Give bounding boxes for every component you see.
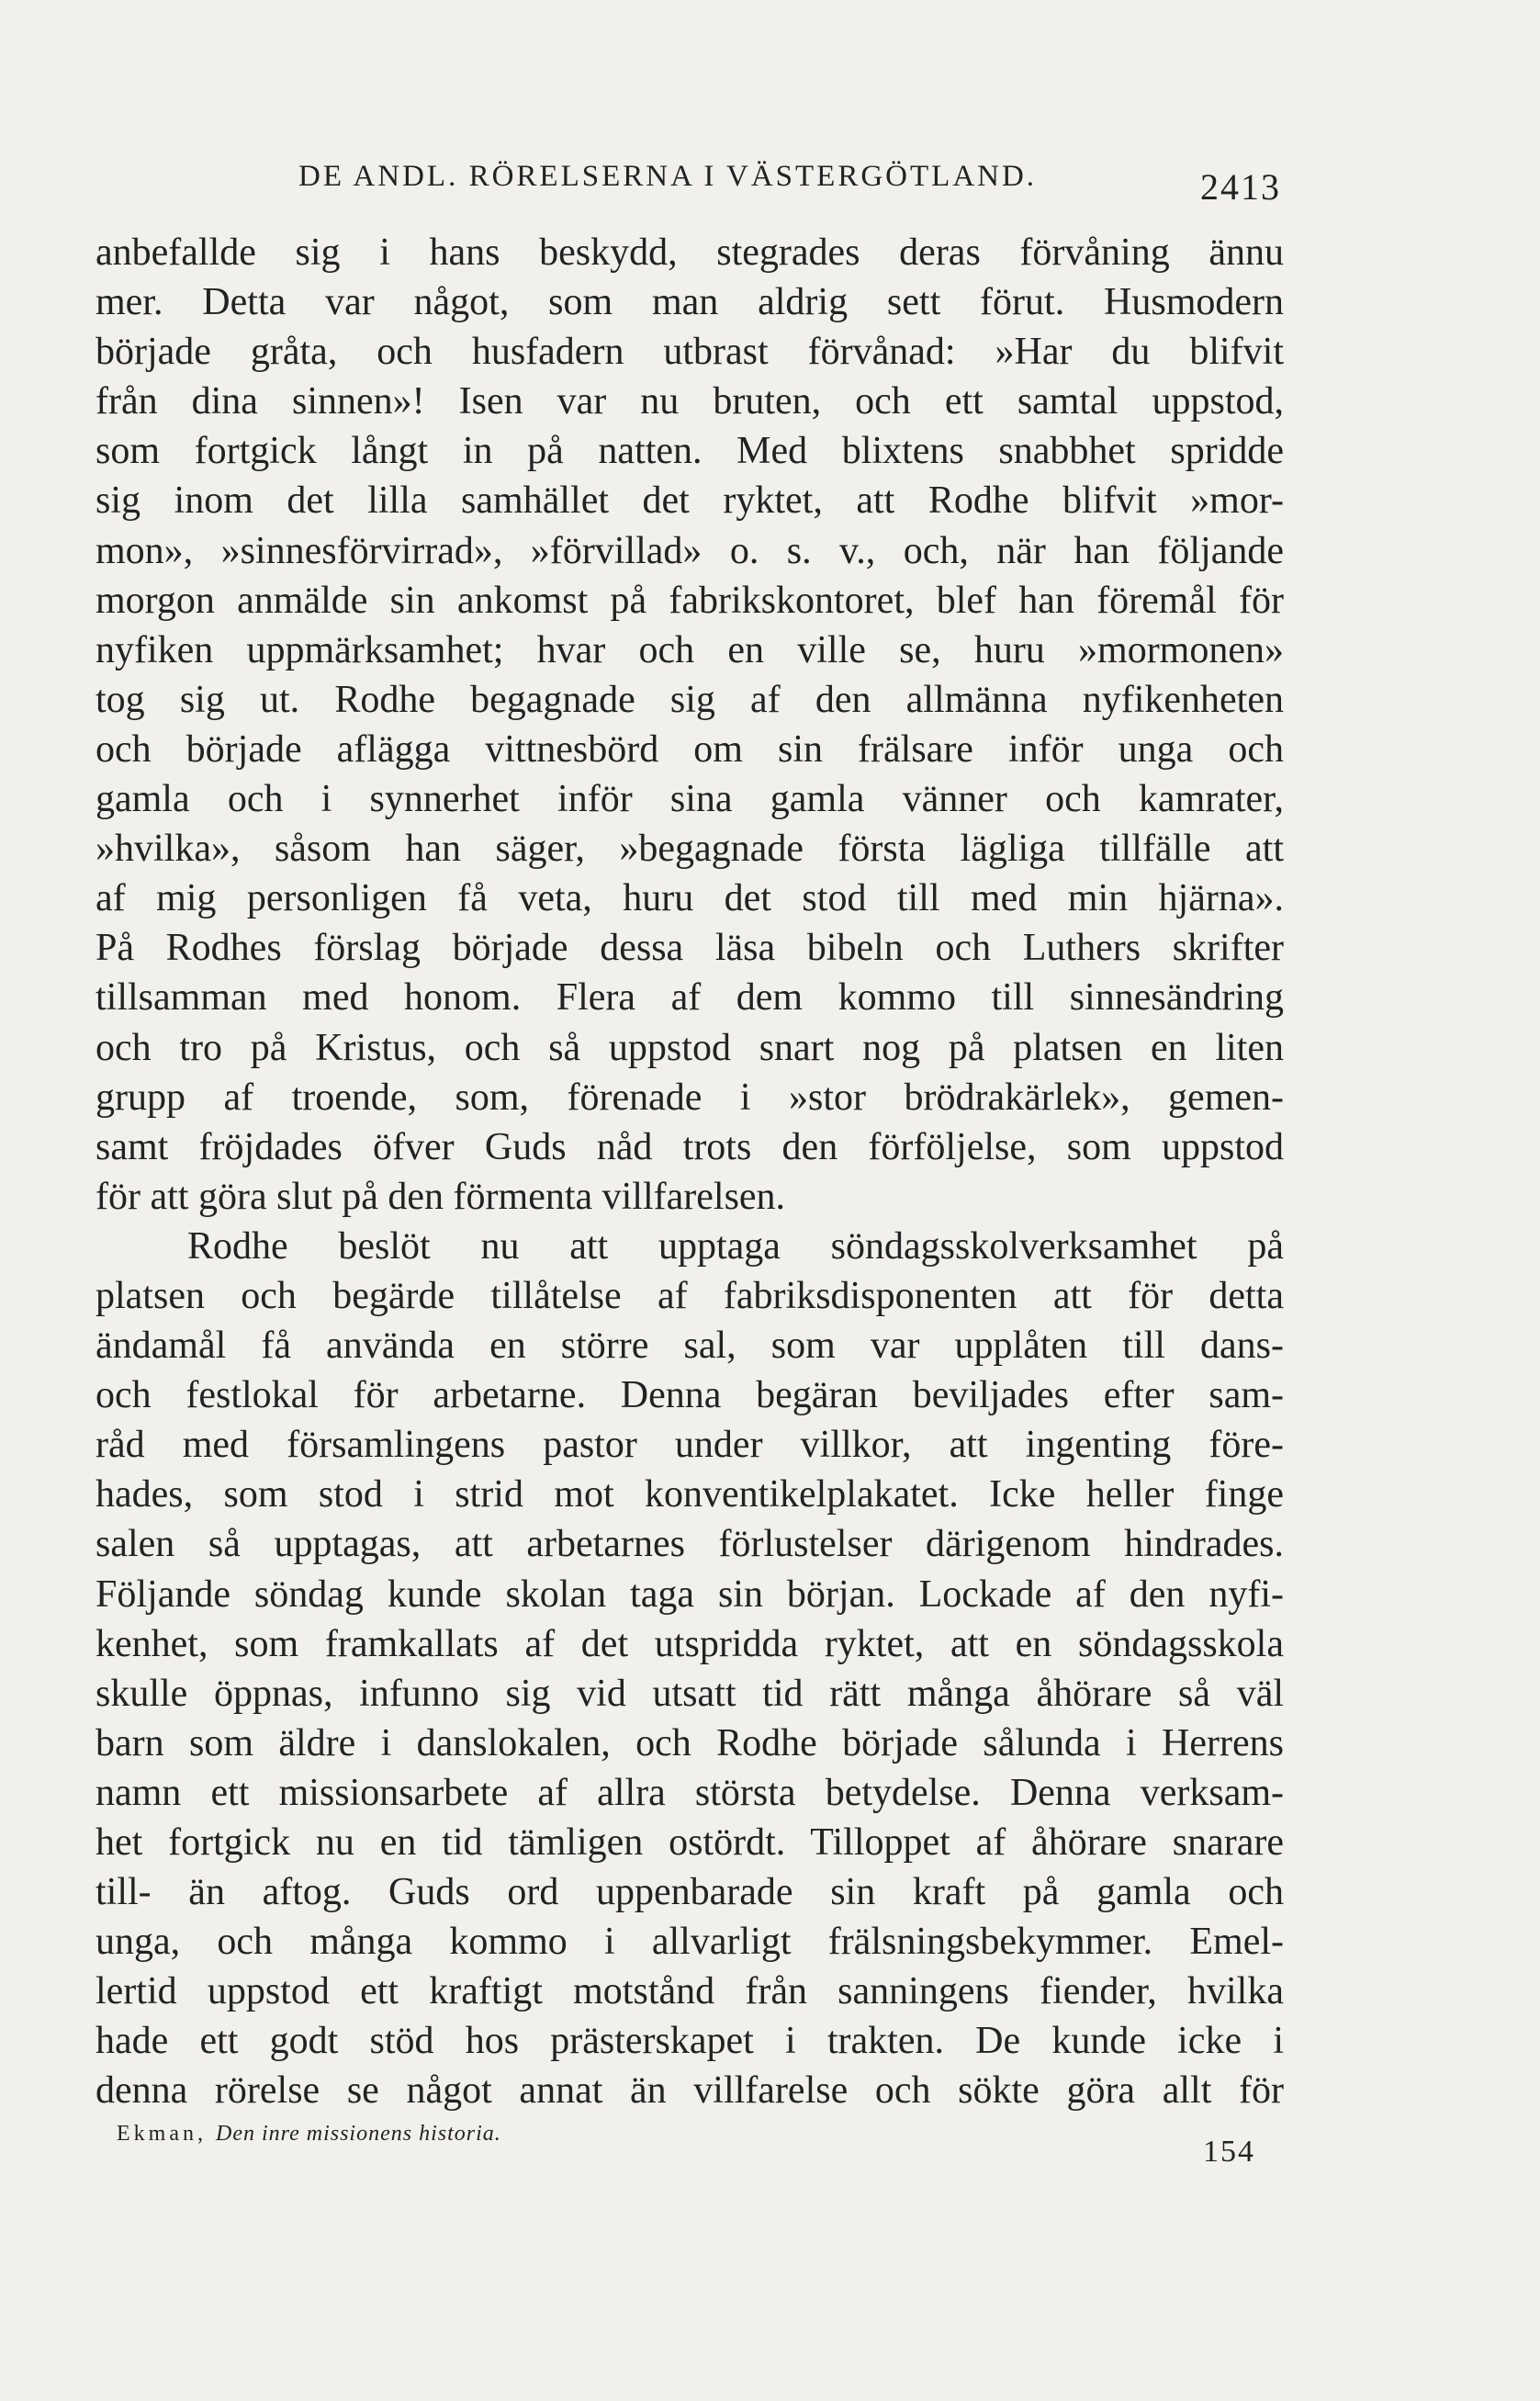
text-line: mon», »sinnesförvirrad», »förvillad» o. s. v., och, när han följande — [96, 529, 1284, 572]
page-number: 2413 — [1200, 166, 1281, 208]
text-line: hade ett godt stöd hos prästerskapet i trakten. De kunde icke i — [96, 2020, 1284, 2063]
text-line: morgon anmälde sin ankomst på fabrikskontoret, blef han föremål för — [96, 579, 1284, 622]
text-line: nyfiken uppmärksamhet; hvar och en ville se, huru »mormonen» — [96, 628, 1284, 671]
text-line: unga, och många kommo i allvarligt frälsningsbekymmer. Emel- — [96, 1921, 1284, 1964]
text-line: samt fröjdades öfver Guds nåd trots den förföljelse, som uppstod — [96, 1125, 1284, 1168]
paragraph-start-line: Rodhe beslöt nu att upptaga söndagsskolverksamhet på — [187, 1224, 1284, 1268]
text-line: ändamål få använda en större sal, som var upplåten till dans- — [96, 1324, 1284, 1368]
text-line: gamla och i synnerhet inför sina gamla vänner och kamrater, — [96, 778, 1284, 821]
text-line: till- än aftog. Guds ord uppenbarade sin kraft på gamla och — [96, 1871, 1284, 1914]
text-line: och började aflägga vittnesbörd om sin frälsare inför unga och — [96, 727, 1284, 771]
text-line: sig inom det lilla samhället det ryktet, att Rodhe blifvit »mor- — [96, 479, 1284, 523]
text-line: het fortgick nu en tid tämligen ostördt. Tilloppet af åhörare snarare — [96, 1821, 1284, 1864]
text-line: skulle öppnas, infunno sig vid utsatt tid rätt många åhörare så väl — [96, 1672, 1284, 1715]
body-text — [96, 228, 1284, 2116]
page-footer — [117, 2122, 1255, 2177]
text-line: mer. Detta var något, som man aldrig sett förut. Husmodern — [96, 281, 1284, 324]
text-line: och tro på Kristus, och så uppstod snart nog på platsen en liten — [96, 1026, 1284, 1069]
text-line: kenhet, som framkallats af det utspridda ryktet, att en söndagsskola — [96, 1622, 1284, 1665]
text-line: tillsamman med honom. Flera af dem kommo till sinnesändring — [96, 976, 1284, 1020]
text-line: råd med församlingens pastor under villkor, att ingenting före- — [96, 1424, 1284, 1467]
paragraph-end-line: för att göra slut på den förmenta villfarelsen. — [96, 1175, 786, 1218]
text-line: anbefallde sig i hans beskydd, stegrades deras förvåning ännu — [96, 231, 1284, 274]
text-line: och festlokal för arbetarne. Denna begäran beviljades efter sam- — [96, 1374, 1284, 1417]
text-line: lertid uppstod ett kraftigt motstånd från sanningens fiender, hvilka — [96, 1970, 1284, 2013]
signature-author: Ekman, — [117, 2122, 207, 2146]
sheet-signature — [117, 2122, 501, 2147]
text-line: platsen och begärde tillåtelse af fabriksdisponenten att för detta — [96, 1274, 1284, 1317]
text-line: På Rodhes förslag började dessa läsa bibeln och Luthers skrifter — [96, 927, 1284, 970]
text-line: denna rörelse se något annat än villfarelse och sökte göra allt för — [96, 2069, 1284, 2113]
text-line: barn som äldre i danslokalen, och Rodhe började sålunda i Herrens — [96, 1721, 1284, 1764]
text-line: af mig personligen få veta, huru det stod till med min hjärna». — [96, 877, 1284, 920]
text-line: tog sig ut. Rodhe begagnade sig af den allmänna nyfikenheten — [96, 678, 1284, 721]
text-line: hades, som stod i strid mot konventikelplakatet. Icke heller finge — [96, 1473, 1284, 1516]
text-line: började gråta, och husfadern utbrast förvånad: »Har du blifvit — [96, 331, 1284, 374]
text-line: som fortgick långt in på natten. Med blixtens snabbhet spridde — [96, 430, 1284, 473]
text-line: »hvilka», såsom han säger, »begagnade första lägliga tillfälle att — [96, 828, 1284, 871]
text-line: namn ett missionsarbete af allra största betydelse. Denna verksam- — [96, 1771, 1284, 1814]
sheet-number: 154 — [1203, 2135, 1255, 2169]
text-line: Följande söndag kunde skolan taga sin början. Lockade af den nyfi- — [96, 1572, 1284, 1616]
text-line: grupp af troende, som, förenade i »stor brödrakärlek», gemen- — [96, 1076, 1284, 1119]
running-title: DE ANDL. RÖRELSERNA I VÄSTERGÖTLAND. — [298, 160, 1038, 193]
text-line: salen så upptagas, att arbetarnes förlustelser därigenom hindrades. — [96, 1523, 1284, 1566]
page-header — [298, 156, 1281, 211]
text-line: från dina sinnen»! Isen var nu bruten, och ett samtal uppstod, — [96, 380, 1284, 423]
signature-title: Den inre missionens historia. — [215, 2122, 501, 2146]
